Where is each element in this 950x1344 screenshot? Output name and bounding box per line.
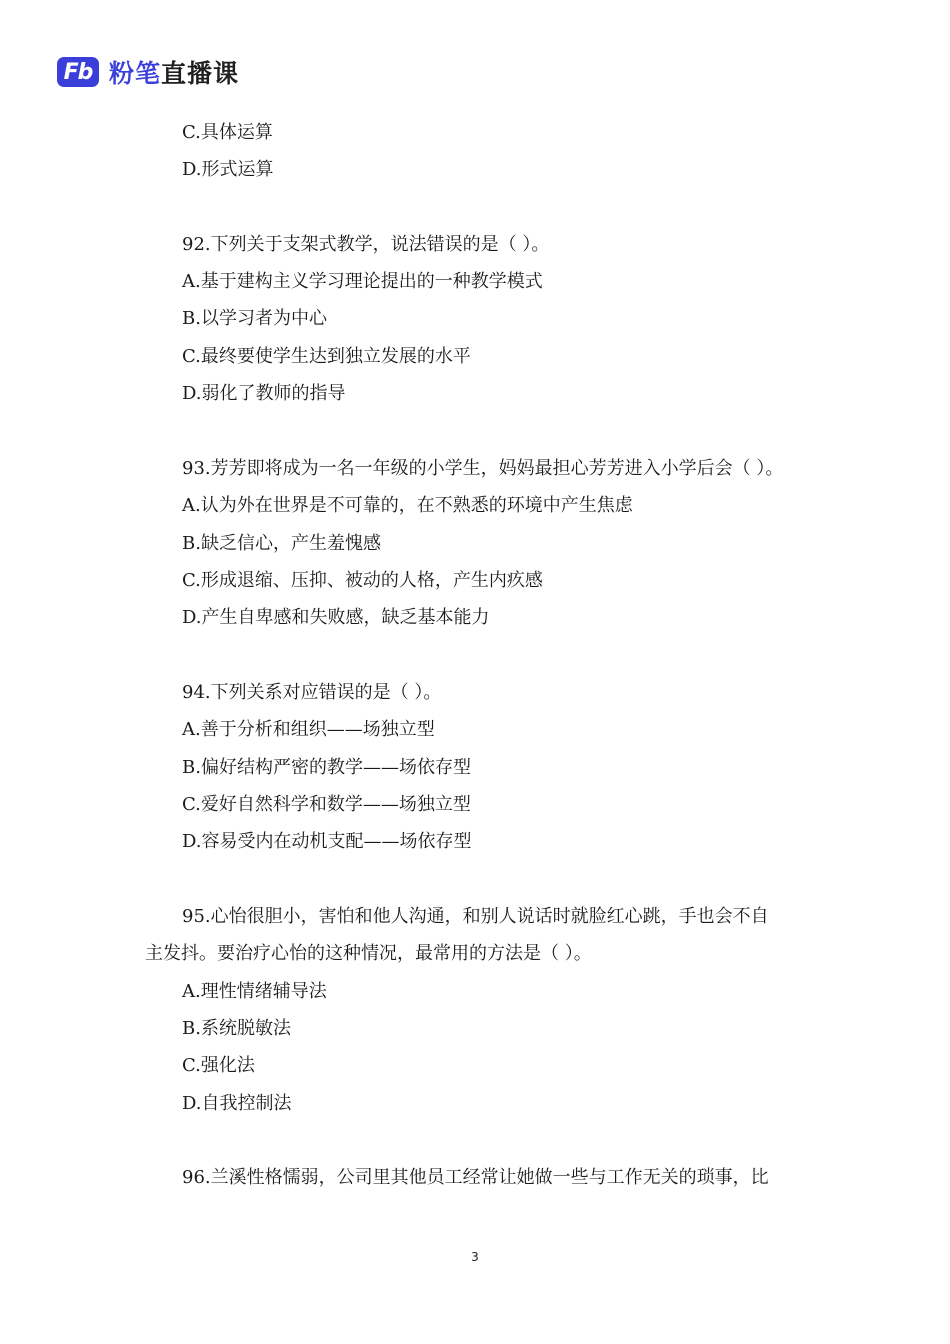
question-93: 93.芳芳即将成为一名一年级的小学生，妈妈最担心芳芳进入小学后会（ ）。: [182, 458, 784, 479]
option-95-a: A.理性情绪辅导法: [182, 981, 327, 1002]
option-94-d: D.容易受内在动机支配——场依存型: [182, 831, 472, 852]
option-95-b: B.系统脱敏法: [182, 1018, 291, 1039]
logo-suffix: 直播课: [161, 59, 240, 88]
option-91-c: C.具体运算: [182, 122, 273, 143]
option-94-a: A.善于分析和组织——场独立型: [182, 719, 435, 740]
option-94-c: C.爱好自然科学和数学——场独立型: [182, 794, 471, 815]
question-94: 94.下列关系对应错误的是（ ）。: [182, 682, 442, 703]
option-93-d: D.产生自卑感和失败感，缺乏基本能力: [182, 607, 490, 628]
option-93-c: C.形成退缩、压抑、被动的人格，产生内疚感: [182, 570, 543, 591]
question-95-line-2: 主发抖。要治疗心怡的这种情况，最常用的方法是（ ）。: [145, 943, 592, 964]
option-93-b: B.缺乏信心，产生羞愧感: [182, 533, 381, 554]
option-91-d: D.形式运算: [182, 159, 274, 180]
question-92: 92.下列关于支架式教学，说法错误的是（ ）。: [182, 234, 550, 255]
logo-mark: Fb: [57, 57, 99, 87]
option-92-d: D.弱化了教师的指导: [182, 383, 346, 404]
option-95-c: C.强化法: [182, 1055, 255, 1076]
page-number: 3: [471, 1250, 479, 1264]
question-96-line-1: 96.兰溪性格懦弱，公司里其他员工经常让她做一些与工作无关的琐事，比: [182, 1167, 769, 1188]
option-92-a: A.基于建构主义学习理论提出的一种教学模式: [182, 271, 543, 292]
option-94-b: B.偏好结构严密的教学——场依存型: [182, 757, 471, 778]
option-92-c: C.最终要使学生达到独立发展的水平: [182, 346, 471, 367]
logo-text: [109, 54, 239, 90]
logo: [57, 55, 239, 89]
question-95-line-1: 95.心怡很胆小，害怕和他人沟通，和别人说话时就脸红心跳，手也会不自: [182, 906, 769, 927]
option-95-d: D.自我控制法: [182, 1093, 292, 1114]
option-92-b: B.以学习者为中心: [182, 308, 327, 329]
logo-brand: 粉笔: [109, 59, 162, 88]
option-93-a: A.认为外在世界是不可靠的，在不熟悉的环境中产生焦虑: [182, 495, 633, 516]
